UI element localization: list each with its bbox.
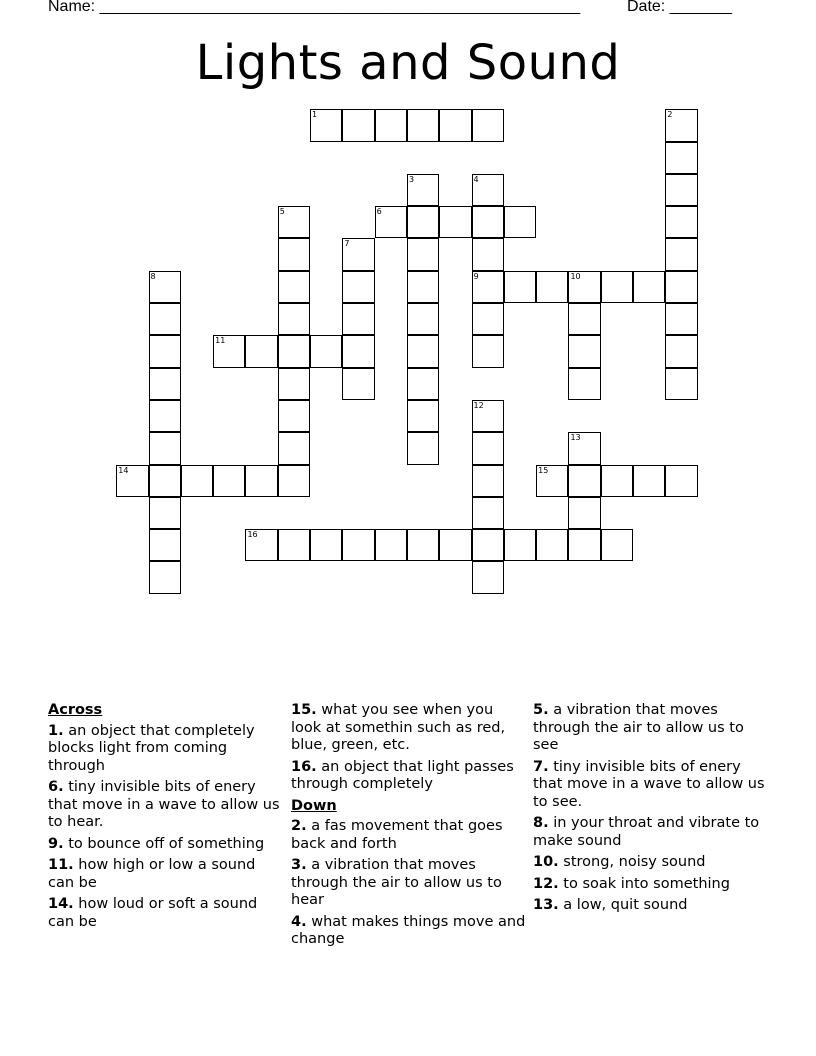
- grid-cell[interactable]: [278, 271, 310, 303]
- clue-down-5: [533, 702, 769, 755]
- grid-cell[interactable]: [472, 271, 504, 303]
- clue-number: 9.: [48, 835, 64, 852]
- grid-cell[interactable]: [407, 238, 439, 270]
- grid-cell[interactable]: [278, 206, 310, 238]
- clue-text: an object that light passes through completely: [291, 758, 514, 792]
- grid-cell[interactable]: [278, 465, 310, 497]
- grid-cell[interactable]: [342, 303, 374, 335]
- grid-cell[interactable]: [407, 335, 439, 367]
- clue-across-16: [291, 759, 527, 794]
- cell-number: 3: [408, 174, 415, 184]
- grid-cell[interactable]: [181, 465, 213, 497]
- grid-cell[interactable]: [601, 529, 633, 561]
- clue-number: 14.: [48, 896, 74, 912]
- clue-text: a vibration that moves through the air to allow us to see: [533, 702, 744, 753]
- clue-text: in your throat and vibrate to make sound: [533, 815, 760, 849]
- grid-cell[interactable]: [149, 335, 181, 367]
- grid-cell[interactable]: [149, 303, 181, 335]
- grid-cell[interactable]: [536, 465, 568, 497]
- grid-cell[interactable]: [213, 465, 245, 497]
- grid-cell[interactable]: [149, 368, 181, 400]
- clue-text: a low, quit sound: [558, 897, 688, 913]
- grid-cell[interactable]: [149, 271, 181, 303]
- grid-cell[interactable]: [278, 303, 310, 335]
- cell-number: 11: [215, 336, 226, 346]
- clue-number: 4.: [291, 913, 307, 930]
- grid-cell[interactable]: [665, 206, 697, 238]
- grid-cell[interactable]: [472, 303, 504, 335]
- cell-number: 13: [570, 433, 581, 443]
- clues-column-2: [291, 702, 527, 953]
- clue-down-3: [291, 857, 527, 910]
- grid-cell[interactable]: [149, 432, 181, 464]
- clue-across-11: [48, 857, 284, 892]
- grid-cell[interactable]: [375, 109, 407, 141]
- date-field-label: Date: _______: [627, 0, 732, 15]
- clue-number: 10.: [533, 854, 559, 870]
- grid-cell[interactable]: [407, 529, 439, 561]
- clue-number: 8.: [533, 815, 549, 831]
- grid-cell[interactable]: [439, 206, 471, 238]
- clue-down-2: [291, 818, 527, 853]
- grid-cell[interactable]: [407, 400, 439, 432]
- grid-cell[interactable]: [665, 109, 697, 141]
- grid-cell[interactable]: [472, 400, 504, 432]
- grid-cell[interactable]: [472, 465, 504, 497]
- grid-cell[interactable]: [601, 465, 633, 497]
- grid-cell[interactable]: [472, 206, 504, 238]
- cell-number: 12: [473, 400, 484, 410]
- cell-number: 9: [473, 271, 479, 281]
- clue-number: 11.: [48, 857, 74, 873]
- grid-cell[interactable]: [504, 271, 536, 303]
- grid-cell[interactable]: [472, 561, 504, 593]
- clue-number: 13.: [533, 897, 559, 913]
- grid-cell[interactable]: [149, 465, 181, 497]
- grid-cell[interactable]: [568, 529, 600, 561]
- grid-cell[interactable]: [278, 238, 310, 270]
- grid-cell[interactable]: [568, 497, 600, 529]
- grid-cell[interactable]: [278, 335, 310, 367]
- grid-cell[interactable]: [665, 238, 697, 270]
- grid-cell[interactable]: [568, 271, 600, 303]
- grid-cell[interactable]: [310, 109, 342, 141]
- grid-cell[interactable]: [278, 400, 310, 432]
- clue-across-9: [48, 836, 284, 854]
- clues-column-1: [48, 702, 284, 935]
- clue-text: what you see when you look at somethin such as red, blue, green, etc.: [291, 702, 506, 753]
- cell-number: 6: [376, 207, 382, 217]
- clue-text: an object that completely blocks light from coming through: [48, 722, 255, 774]
- clue-text: to bounce off of something: [63, 835, 265, 852]
- grid-cell[interactable]: [472, 335, 504, 367]
- grid-cell[interactable]: [439, 529, 471, 561]
- clue-number: 16.: [291, 758, 317, 775]
- grid-cell[interactable]: [568, 303, 600, 335]
- grid-cell[interactable]: [407, 109, 439, 141]
- clue-text: how loud or soft a sound can be: [48, 896, 258, 930]
- cell-number: 15: [538, 465, 549, 475]
- grid-cell[interactable]: [375, 206, 407, 238]
- clue-down-8: [533, 815, 769, 850]
- clue-number: 3.: [291, 857, 307, 873]
- clue-across-14: [48, 896, 284, 931]
- clue-across-1: [48, 723, 284, 776]
- grid-cell[interactable]: [504, 206, 536, 238]
- clue-text: tiny invisible bits of enery that move in a wave to allow us to hear.: [48, 779, 280, 830]
- grid-cell[interactable]: [472, 529, 504, 561]
- grid-cell[interactable]: [310, 335, 342, 367]
- grid-cell[interactable]: [568, 432, 600, 464]
- grid-cell[interactable]: [149, 497, 181, 529]
- grid-cell[interactable]: [342, 529, 374, 561]
- grid-cell[interactable]: [568, 335, 600, 367]
- clue-text: a vibration that moves through the air to allow us to hear: [291, 857, 502, 908]
- clue-text: strong, noisy sound: [558, 854, 706, 870]
- name-field-label: Name: ______________________________________________________: [48, 0, 581, 15]
- clue-across-15: [291, 702, 527, 755]
- grid-cell[interactable]: [407, 303, 439, 335]
- grid-cell[interactable]: [342, 238, 374, 270]
- grid-cell[interactable]: [472, 432, 504, 464]
- clue-down-10: [533, 854, 769, 872]
- grid-cell[interactable]: [245, 529, 277, 561]
- grid-cell[interactable]: [310, 529, 342, 561]
- grid-cell[interactable]: [601, 271, 633, 303]
- clue-number: 2.: [291, 818, 307, 834]
- clue-text: what makes things move and change: [291, 913, 526, 947]
- grid-cell[interactable]: [472, 497, 504, 529]
- grid-cell[interactable]: [149, 561, 181, 593]
- clue-down-7: [533, 759, 769, 812]
- grid-cell[interactable]: [149, 529, 181, 561]
- grid-cell[interactable]: [665, 174, 697, 206]
- clue-down-13: [533, 897, 769, 915]
- grid-cell[interactable]: [665, 465, 697, 497]
- grid-cell[interactable]: [472, 238, 504, 270]
- grid-cell[interactable]: [213, 335, 245, 367]
- grid-cell[interactable]: [568, 368, 600, 400]
- clue-number: 6.: [48, 779, 64, 795]
- grid-cell[interactable]: [245, 335, 277, 367]
- cell-number: 7: [344, 239, 350, 249]
- clue-number: 5.: [533, 702, 549, 718]
- clue-across-6: [48, 779, 284, 832]
- cell-number: 14: [118, 465, 129, 475]
- cell-number: 8: [150, 271, 156, 281]
- grid-cell[interactable]: [342, 335, 374, 367]
- clue-text: tiny invisible bits of enery that move in a wave to allow us to see.: [533, 758, 765, 810]
- grid-cell[interactable]: [472, 174, 504, 206]
- grid-cell[interactable]: [407, 432, 439, 464]
- grid-cell[interactable]: [278, 368, 310, 400]
- clue-number: 15.: [291, 702, 317, 718]
- grid-cell[interactable]: [342, 271, 374, 303]
- grid-cell[interactable]: [245, 465, 277, 497]
- cell-number: 5: [279, 207, 285, 217]
- cell-number: 1: [312, 110, 318, 120]
- clue-number: 12.: [533, 875, 559, 892]
- grid-cell[interactable]: [504, 529, 536, 561]
- grid-cell[interactable]: [536, 529, 568, 561]
- clue-text: to soak into something: [558, 875, 730, 892]
- grid-cell[interactable]: [278, 432, 310, 464]
- clue-text: how high or low a sound can be: [48, 857, 256, 891]
- clue-number: 7.: [533, 758, 549, 775]
- grid-cell[interactable]: [665, 303, 697, 335]
- grid-cell[interactable]: [536, 271, 568, 303]
- grid-cell[interactable]: [342, 109, 374, 141]
- clue-down-12: [533, 876, 769, 894]
- cell-number: 4: [473, 174, 479, 184]
- grid-cell[interactable]: [116, 465, 148, 497]
- clue-down-4: [291, 914, 527, 949]
- cell-number: 10: [570, 271, 581, 281]
- puzzle-title: Lights and Sound: [195, 35, 621, 91]
- grid-cell[interactable]: [665, 368, 697, 400]
- grid-cell[interactable]: [407, 271, 439, 303]
- cell-number: 2: [667, 110, 673, 120]
- across-heading: Across: [48, 702, 103, 718]
- grid-cell[interactable]: [278, 529, 310, 561]
- grid-cell[interactable]: [407, 368, 439, 400]
- grid-cell[interactable]: [665, 335, 697, 367]
- grid-cell[interactable]: [633, 465, 665, 497]
- grid-cell[interactable]: [439, 109, 471, 141]
- grid-cell[interactable]: [407, 206, 439, 238]
- grid-cell[interactable]: [633, 271, 665, 303]
- grid-cell[interactable]: [472, 109, 504, 141]
- clue-number: 1.: [48, 722, 64, 739]
- cell-number: 16: [247, 530, 258, 540]
- grid-cell[interactable]: [375, 529, 407, 561]
- down-heading: Down: [291, 797, 337, 814]
- grid-cell[interactable]: [568, 465, 600, 497]
- grid-cell[interactable]: [149, 400, 181, 432]
- grid-cell[interactable]: [665, 142, 697, 174]
- clue-text: a fas movement that goes back and forth: [291, 818, 503, 852]
- grid-cell[interactable]: [342, 368, 374, 400]
- grid-cell[interactable]: [407, 174, 439, 206]
- grid-cell[interactable]: [665, 271, 697, 303]
- clues-column-3: [533, 702, 769, 919]
